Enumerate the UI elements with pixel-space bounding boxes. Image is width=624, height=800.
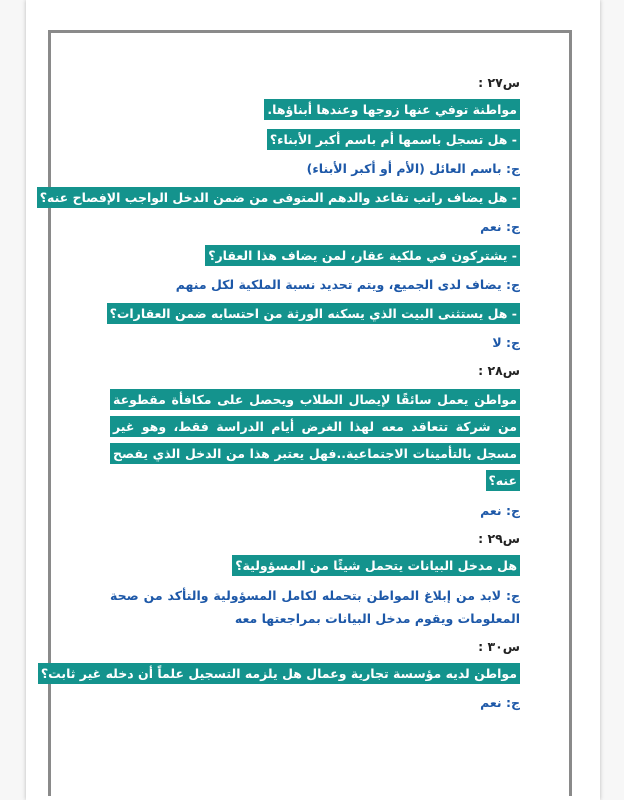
- question-27-sub3-row: [110, 244, 520, 268]
- answer-text: ج: يضاف لدى الجميع، ويتم تحديد نسبة الملكية لكل منهم: [175, 277, 520, 292]
- answer-text: ج: باسم العائل (الأم أو أكبر الأبناء): [306, 161, 520, 176]
- question-27-sub2-row: [39, 186, 520, 210]
- question-28-paragraph: [110, 386, 520, 494]
- answer-text: ج: نعم: [480, 695, 520, 710]
- highlighted-question: - هل يضاف راتب تقاعد والدهم المتوفى من ضمن الدخل الواجب الإفصاح عنه؟: [37, 187, 520, 208]
- answer-row: [110, 500, 520, 522]
- answer-row: [110, 692, 520, 714]
- highlighted-question: مواطن يعمل سائقًا لإيصال الطلاب ويحصل على مكافأة مقطوعة من شركة تتعاقد معه لهذا الغرض أيام الدراسة فقط، وهو غير مسجل بالتأمينات الاجتماعية..فهل يعتبر هذا من الدخل الذي يفصح عنه؟: [110, 389, 520, 491]
- question-29-number-row: [110, 528, 520, 550]
- answer-row: [110, 216, 520, 238]
- highlighted-question: مواطنة توفي عنها زوجها وعندها أبناؤها.: [264, 99, 520, 120]
- question-27-intro-row: [110, 98, 520, 122]
- answer-text: ج: لا: [492, 335, 520, 350]
- answer-text: ج: نعم: [480, 219, 520, 234]
- question-27-sub4-row: [110, 302, 520, 326]
- highlighted-question: مواطن لديه مؤسسة تجارية وعمال هل يلزمه التسجيل علماً أن دخله غير ثابت؟: [38, 663, 520, 684]
- question-30-number-row: [110, 636, 520, 658]
- question-27-number-row: [110, 72, 520, 94]
- highlighted-question: - يشتركون في ملكية عقار، لمن يضاف هذا العقار؟: [205, 245, 520, 266]
- question-number: س٢٨ :: [478, 363, 520, 378]
- answer-text: ج: نعم: [480, 503, 520, 518]
- highlighted-question: - هل تسجل باسمها أم باسم أكبر الأبناء؟: [267, 129, 520, 150]
- question-27-sub1-row: [110, 128, 520, 152]
- question-30-row: [40, 662, 520, 686]
- question-number: س٣٠ :: [478, 639, 520, 654]
- document-body: [39, 72, 520, 720]
- question-number: س٢٩ :: [478, 531, 520, 546]
- answer-row: [110, 332, 520, 354]
- question-28-number-row: [110, 360, 520, 382]
- highlighted-question: هل مدخل البيانات يتحمل شيئًا من المسؤولية؟: [232, 555, 520, 576]
- answer-row: [110, 274, 520, 296]
- answer-paragraph: ج: لابد من إبلاغ المواطن بتحمله لكامل المسؤولية والتأكد من صحة المعلومات ويقوم مدخل البيانات بمراجعتها معه: [110, 588, 520, 626]
- question-number: س٢٧ :: [478, 75, 520, 90]
- question-29-row: [110, 554, 520, 578]
- highlighted-question: - هل يستثنى البيت الذي يسكنه الورثة من احتسابه ضمن العقارات؟: [107, 303, 520, 324]
- answer-row: [110, 158, 520, 180]
